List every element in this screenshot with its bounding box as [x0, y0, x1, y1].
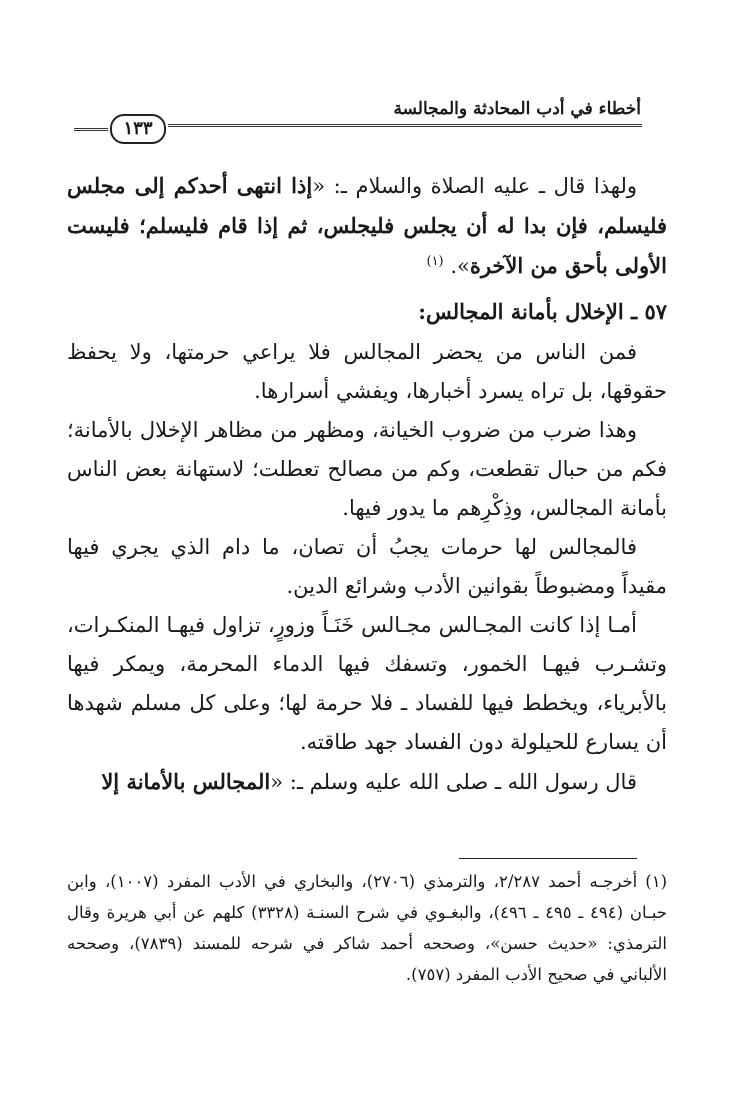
hadith-quote-2: المجالس بالأمانة إلا	[101, 769, 271, 794]
p1-intro: ولهذا قال ـ عليه الصلاة والسلام ـ: «	[312, 174, 638, 198]
footnote	[67, 866, 667, 990]
p1-close: ».	[450, 254, 470, 278]
footnote-text: أخرجـه أحمد ٢/٢٨٧، والترمذي (٢٧٠٦)، والبخاري في الأدب المفرد (١٠٠٧)، وابن حبـان (٤٩٤ ـ ٤٩٥ ـ ٤٩٦)، والبغـوي في شرح السنـة (٣٣٢٨) كلهم عن أبي هريرة وقال الترمذي: «حديث حسن»، وصححه أحمد شاكر في شرحه للمسند (٧٨٣٩)، وصححه الألباني في صحيح الأدب المفرد (٧٥٧).	[67, 872, 668, 984]
p6-intro: قال رسول الله ـ صلى الله عليه وسلم ـ: «	[270, 770, 637, 794]
main-text	[67, 166, 667, 802]
paragraph-1	[67, 166, 667, 286]
running-title: أخطاء في أدب المحادثة والمجالسة	[393, 99, 641, 119]
paragraph-4: فالمجالس لها حرمات يجبُ أن تصان، ما دام الذي يجري فيها مقيداً ومضبوطاً بقوانين الأدب وشرائع الدين.	[67, 535, 667, 598]
footnote-rule	[459, 858, 637, 859]
header-rule-left	[74, 128, 108, 131]
hadith-quote-1: إذا انتهى أحدكم إلى مجلس فليسلم، فإن بدا له أن يجلس فليجلس، ثم إذا قام فليسلم؛ فليست الأولى بأحق من الآخرة	[67, 173, 667, 278]
header-rule	[168, 124, 642, 127]
paragraph-3: وهذا ضرب من ضروب الخيانة، ومظهر من مظاهر الإخلال بالأمانة؛ فكم من حبال تقطعت، وكم من مصالح تعطلت؛ لاستهانة بعض الناس بأمانة المجالس، وذِكْرِهم ما يدور فيها.	[67, 418, 667, 520]
paragraph-5: أمـا إذا كانت المجـالس مجـالس خَنَـاً وزورٍ، تزاول فيهـا المنكـرات، وتشـرب فيهـا الخمور، وتسفك فيها الدماء المحرمة، ويمكر فيها بالأبرياء، ويخطط فيها للفساد ـ فلا حرمة لها؛ وعلى كل مسلم شهدها أن يسارع للحيلولة دون الفساد جهد طاقته.	[67, 613, 667, 754]
footnote-1	[67, 866, 667, 990]
paragraph-2: فمن الناس من يحضر المجالس فلا يراعي حرمتها، ولا يحفظ حقوقها، بل تراه يسرد أخبارها، ويفشي أسرارها.	[67, 340, 667, 403]
paragraph-6	[67, 762, 667, 802]
footnote-marker: (١)	[426, 254, 444, 269]
page-number: ١٣٣	[110, 114, 166, 144]
section-heading: ٥٧ ـ الإخلال بأمانة المجالس:	[418, 299, 667, 324]
footnote-number: (١)	[645, 872, 667, 891]
